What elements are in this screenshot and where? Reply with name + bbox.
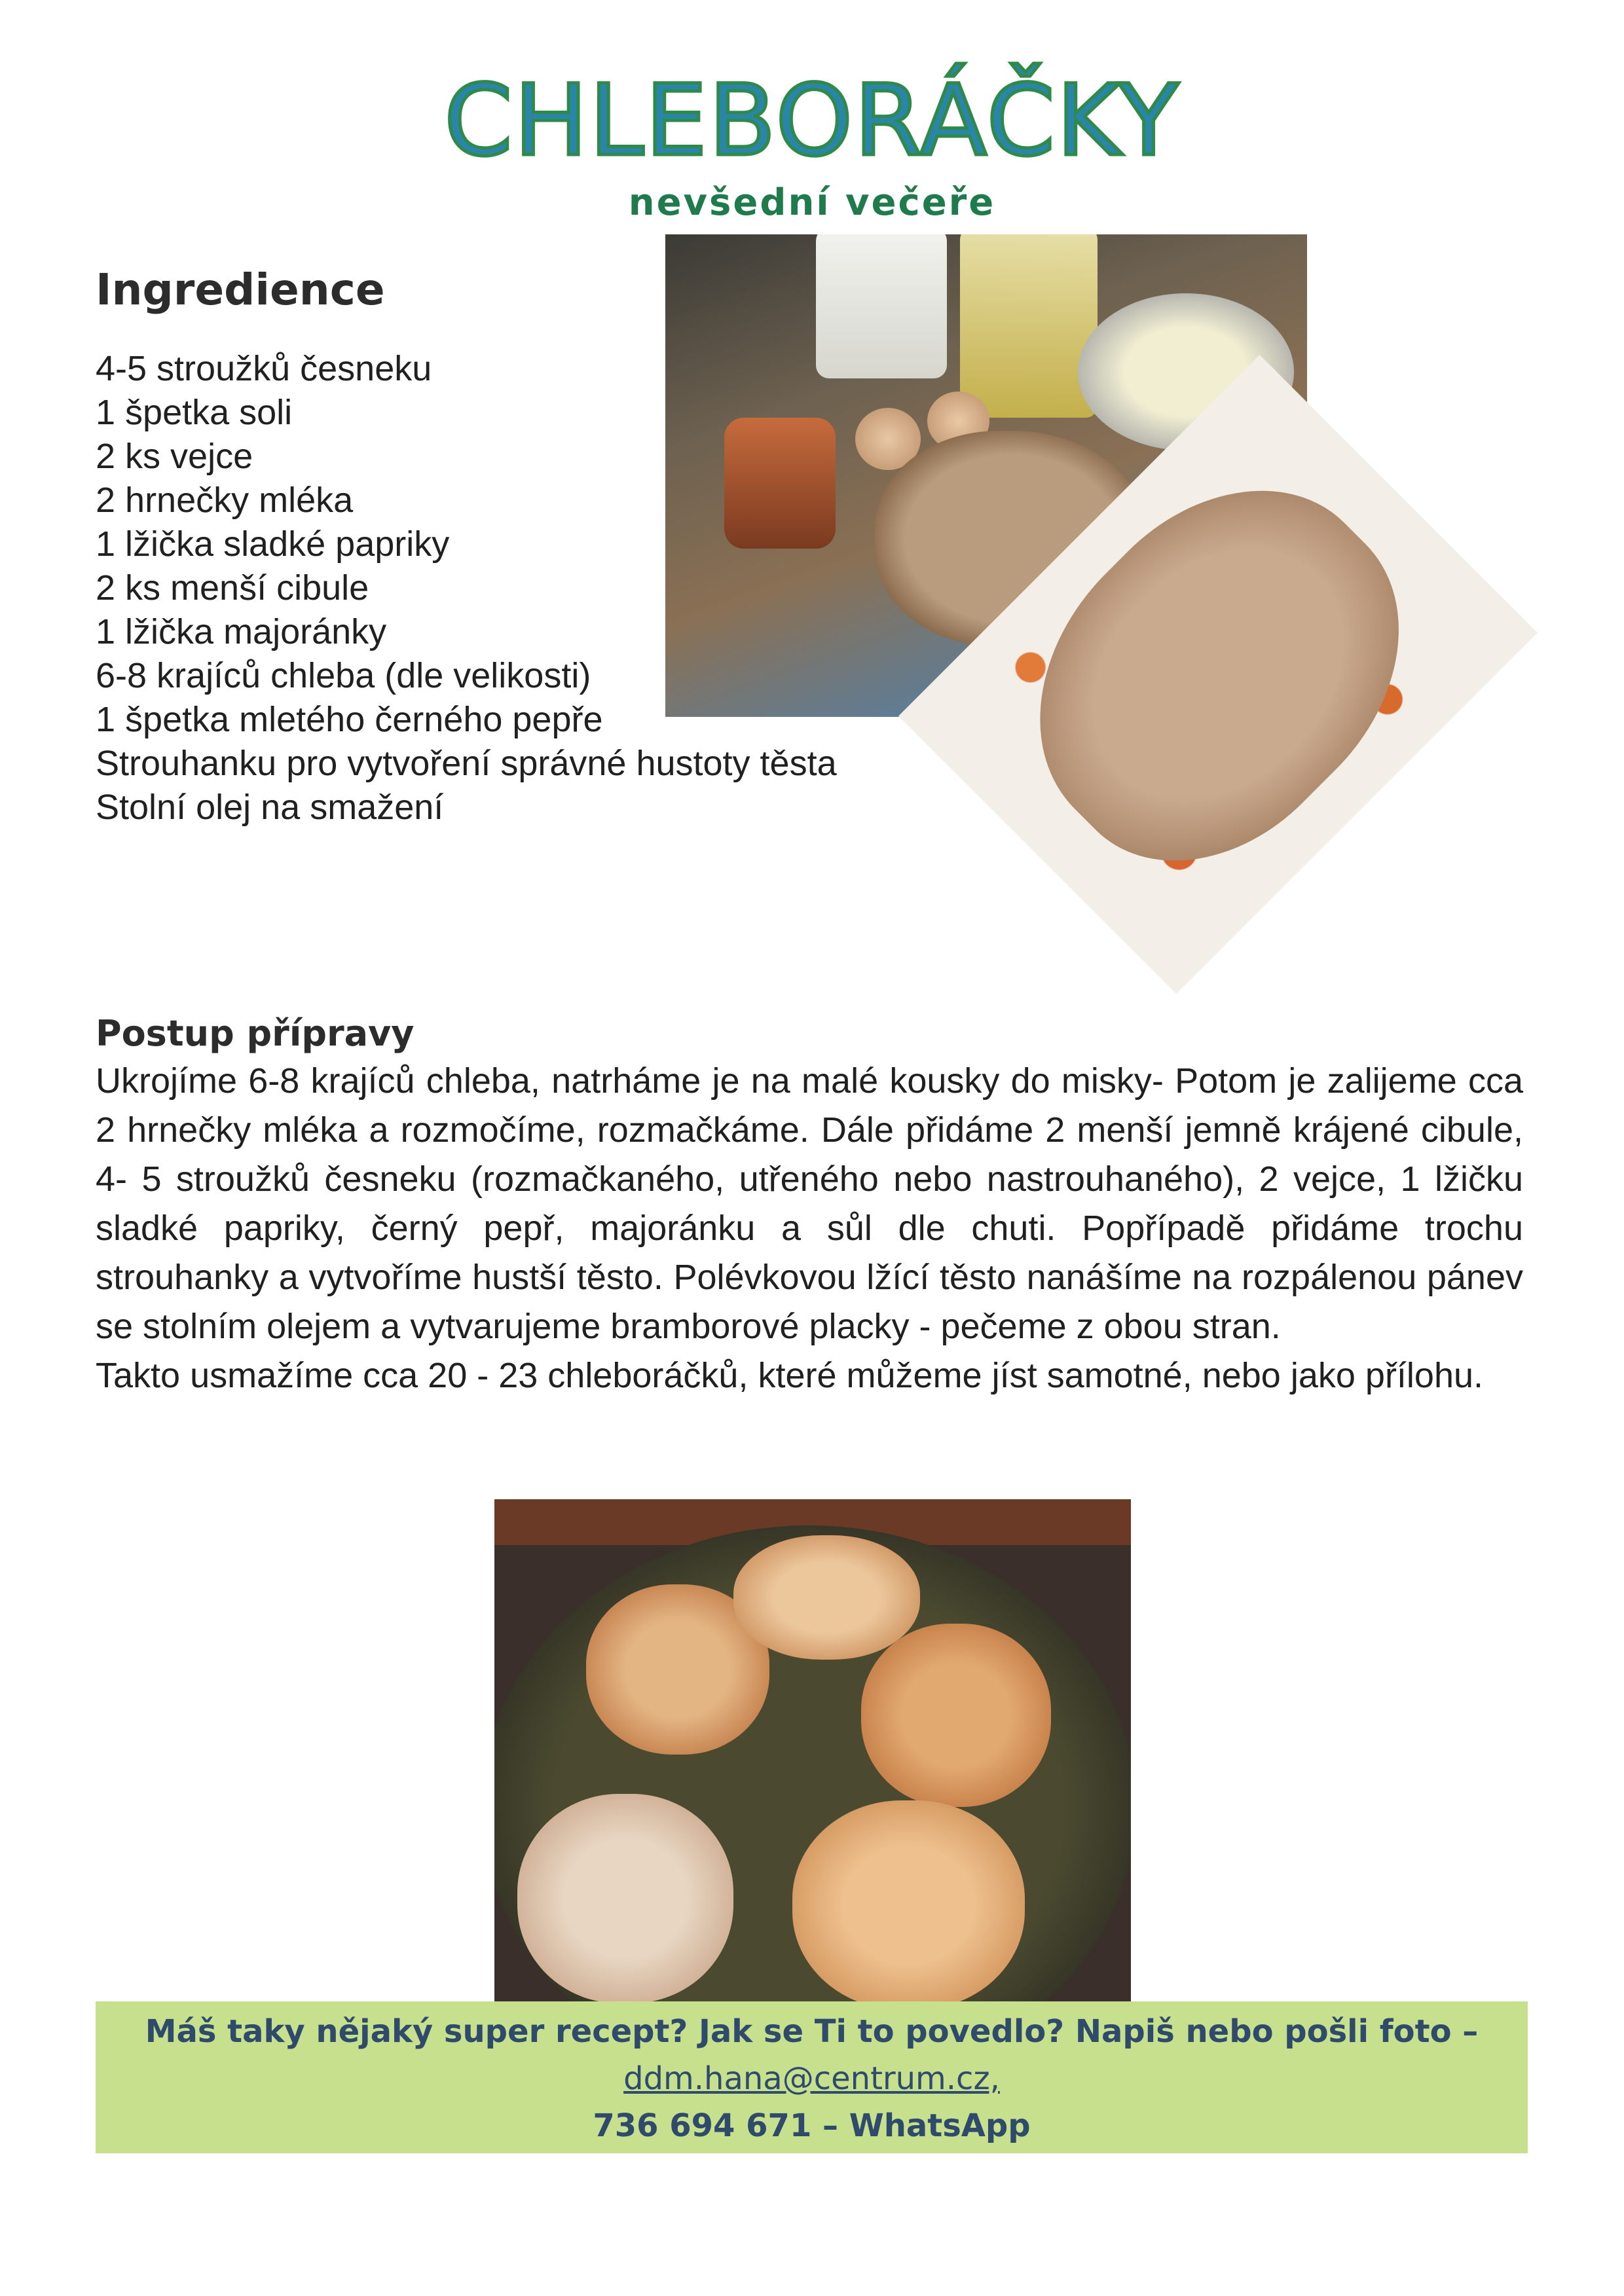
contact-banner (96, 2001, 1528, 2153)
ingredient-item: 1 špetka mletého černého pepře (96, 700, 603, 739)
page-subtitle: nevšední večeře (628, 181, 996, 224)
method-paragraph: Takto usmažíme cca 20 - 23 chleboráčků, které můžeme jíst samotné, nebo jako přílohu. (96, 1356, 1484, 1395)
email-link[interactable]: ddm.hana@centrum.cz, (623, 2060, 1000, 2097)
milk-carton (816, 234, 947, 378)
fried-patty (861, 1624, 1051, 1807)
page-title: CHLEBORÁČKY (444, 64, 1180, 178)
contact-email[interactable] (96, 2059, 1528, 2098)
contact-phone: 736 694 671 – WhatsApp (593, 2107, 1031, 2144)
method-text (96, 1057, 1523, 1400)
ingredient-item: 4-5 stroužků česneku (96, 349, 432, 388)
ingredient-item: Strouhanku pro vytvoření správné hustoty těsta (96, 744, 837, 783)
oil-bottle (960, 234, 1098, 418)
method-heading: Postup přípravy (96, 1013, 415, 1054)
ingredient-item: 2 ks menší cibule (96, 568, 369, 608)
frying-pan-photo (494, 1499, 1131, 2001)
ingredient-item: 2 ks vejce (96, 437, 253, 476)
ingredient-item: 6-8 krajíců chleba (dle velikosti) (96, 656, 591, 695)
fried-patty (792, 1800, 1025, 2001)
ingredient-item: 1 lžička sladké papriky (96, 524, 450, 564)
ingredient-item: 2 hrnečky mléka (96, 481, 354, 520)
ingredients-heading: Ingredience (96, 264, 385, 315)
method-paragraph: Ukrojíme 6-8 krajíců chleba, natrháme je na malé kousky do misky- Potom je zalijeme cca 2 hrnečky mléka a rozmočíme, rozmačkáme. Dále přidáme 2 menší jemně krájené cibule, 4- 5 stroužků česneku (rozmačkaného, utřeného nebo nastrouhaného), 2 vejce, 1 lžičku sladké papriky, černý pepř, majoránku a sůl dle chuti. Popřípadě přidáme trochu strouhanky a vytvoříme hustší těsto. Polévkovou lžící těsto nanášíme na rozpálenou pánev se stolním olejem a vytvarujeme bramborové placky - pečeme z obou stran. (96, 1061, 1523, 1346)
contact-prompt: Máš taky nějaký super recept? Jak se Ti to povedlo? Napiš nebo pošli foto – (145, 2013, 1479, 2050)
spice-jar (724, 418, 836, 549)
ingredient-item: 1 lžička majoránky (96, 612, 387, 651)
ingredient-item: 1 špetka soli (96, 393, 293, 432)
fried-patty (517, 1794, 733, 2001)
fried-patty (733, 1535, 920, 1660)
ingredient-item: Stolní olej na smažení (96, 788, 444, 827)
